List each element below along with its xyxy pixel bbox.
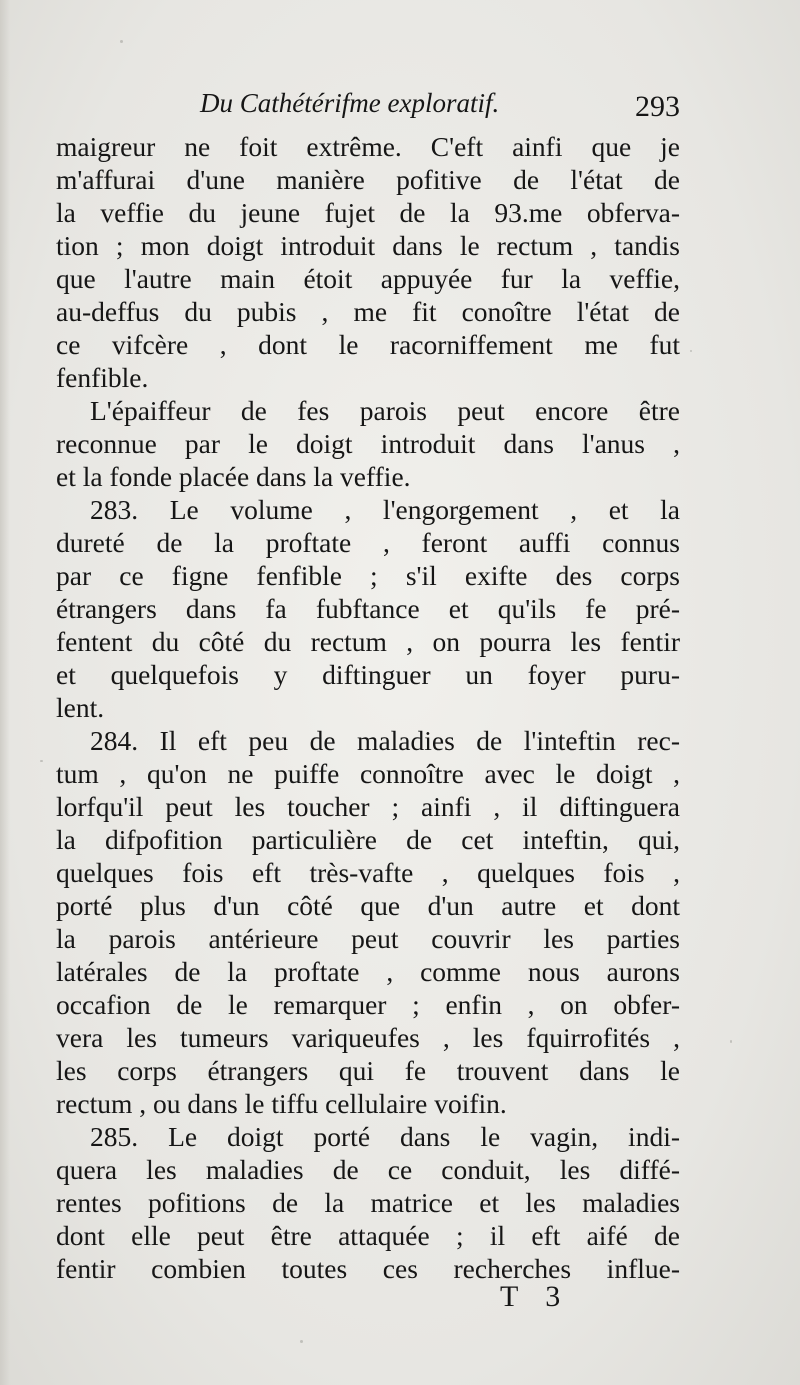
- paper-speck: [690, 350, 692, 352]
- text-line: fentent du côté du rectum , on pourra les fentir: [56, 626, 680, 657]
- text-line: la parois antérieure peut couvrir les parties: [56, 923, 680, 954]
- text-line: latérales de la proftate , comme nous aurons: [56, 956, 680, 987]
- text-line: tion ; mon doigt introduit dans le rectum , tandis: [56, 230, 680, 261]
- text-line: 284. Il eft peu de maladies de l'inteftin rec-: [90, 725, 680, 756]
- running-head: [200, 88, 680, 124]
- text-line: quera les maladies de ce conduit, les diffé-: [56, 1154, 680, 1185]
- text-line: la veffie du jeune fujet de la 93.me obferva-: [56, 197, 680, 228]
- text-line: tum , qu'on ne puiffe connoître avec le doigt ,: [56, 758, 680, 789]
- text-line: L'épaiffeur de fes parois peut encore être: [90, 395, 680, 426]
- page-number: 293: [635, 90, 680, 123]
- text-line: porté plus d'un côté que d'un autre et dont: [56, 890, 680, 921]
- text-line: fentir combien toutes ces recherches influe-: [56, 1253, 680, 1284]
- text-line: et la fonde placée dans la veffie.: [56, 461, 411, 492]
- text-line: lorfqu'il peut les toucher ; ainfi , il diftinguera: [56, 791, 680, 822]
- text-line: fenfible.: [56, 362, 149, 393]
- text-line: dureté de la proftate , feront auffi connus: [56, 527, 680, 558]
- numbered-paragraph: [56, 1120, 680, 1285]
- text-line: maigreur ne foit extrême. C'eft ainfi que je: [56, 131, 680, 162]
- text-line: au-deffus du pubis , me fit conoître l'état de: [56, 296, 680, 327]
- numbered-paragraph: [56, 724, 680, 1120]
- text-line: étrangers dans fa fubftance et qu'ils fe pré-: [56, 593, 680, 624]
- body-text: [56, 130, 680, 1285]
- paper-speck: [40, 760, 43, 762]
- text-line: 285. Le doigt porté dans le vagin, indi-: [90, 1121, 680, 1152]
- paragraph: [56, 130, 680, 394]
- running-title: Du Cathétérifme exploratif.: [200, 88, 500, 118]
- text-line: que l'autre main étoit appuyée fur la veffie,: [56, 263, 680, 294]
- text-line: reconnue par le doigt introduit dans l'anus ,: [56, 428, 680, 459]
- paper-speck: [730, 1040, 732, 1043]
- numbered-paragraph: [56, 493, 680, 724]
- text-line: la difpofition particulière de cet inteftin, qui,: [56, 824, 680, 855]
- page-edge-shadow: [0, 0, 10, 1385]
- paper-speck: [120, 40, 123, 43]
- text-line: et quelquefois y diftinguer un foyer puru-: [56, 659, 680, 690]
- signature-mark: T 3: [500, 1280, 571, 1313]
- text-line: m'affurai d'une manière pofitive de l'état de: [56, 164, 680, 195]
- text-line: ce vifcère , dont le racorniffement me fut: [56, 329, 680, 360]
- paragraph: [56, 394, 680, 493]
- text-line: quelques fois eft très-vafte , quelques fois ,: [56, 857, 680, 888]
- text-line: lent.: [56, 692, 105, 723]
- text-line: rectum , ou dans le tiffu cellulaire voifin.: [56, 1088, 507, 1119]
- text-line: dont elle peut être attaquée ; il eft aifé de: [56, 1220, 680, 1251]
- paper-speck: [300, 1340, 303, 1343]
- text-line: par ce figne fenfible ; s'il exifte des corps: [56, 560, 680, 591]
- text-line: 283. Le volume , l'engorgement , et la: [90, 494, 680, 525]
- text-line: vera les tumeurs variqueufes , les fquirrofités ,: [56, 1022, 680, 1053]
- text-line: rentes pofitions de la matrice et les maladies: [56, 1187, 680, 1218]
- text-line: occafion de le remarquer ; enfin , on obfer-: [56, 989, 680, 1020]
- text-line: les corps étrangers qui fe trouvent dans le: [56, 1055, 680, 1086]
